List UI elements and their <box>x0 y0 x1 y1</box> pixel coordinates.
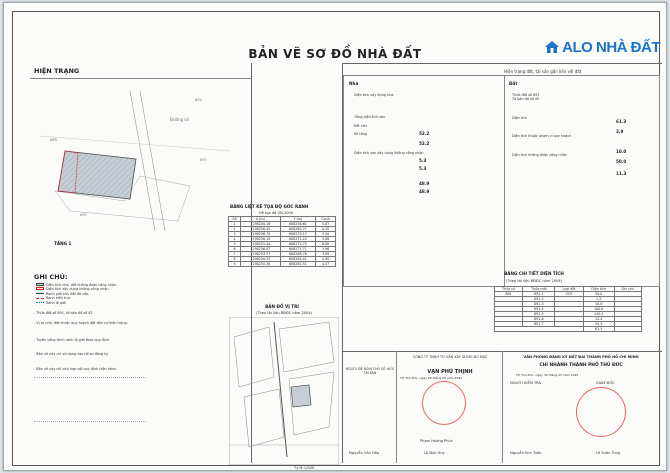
office-stamp <box>576 387 626 437</box>
area-col-header: Ghi chú <box>614 287 641 292</box>
sig3-subheading: CHI NHÁNH THÀNH PHỐ THỦ ĐỨC <box>539 363 623 368</box>
location-map-subtitle: (Theo tài liệu BĐĐC năm 2004) <box>255 311 313 315</box>
land-value: 11.3 <box>616 171 627 176</box>
sig2-role: Lộ Đức Huy <box>424 451 445 455</box>
area-cell: 145.2 <box>583 312 614 317</box>
sig3-heading: VĂN PHÒNG ĐĂNG KÝ ĐẤT ĐAI THÀNH PHỐ HỒ CHÍ MINH <box>523 355 639 359</box>
area-cell: 891-3 <box>523 302 555 307</box>
location-map-title: BẢN ĐỒ VỊ TRÍ <box>265 304 299 309</box>
right-header: Hiện trạng đất, tài sản gắn liền với đất <box>504 69 582 74</box>
land-line: Thửa đất số 891 <box>512 93 540 97</box>
svg-text:888: 888 <box>50 138 57 142</box>
house-value: 52.2 <box>419 141 430 146</box>
coord-cell: 1198255.36 <box>241 262 280 267</box>
land-value: 61.3 <box>616 119 627 124</box>
note-item: - Bản vẽ này chỉ phù hợp với quy định hiện hành. <box>34 366 118 371</box>
coord-cell: 608272.75 <box>280 242 316 247</box>
house-line: Kết cấu <box>354 123 367 128</box>
house-line: Diện tích xây dựng nhà <box>354 93 394 97</box>
location-map-drawing <box>229 317 339 465</box>
coord-cell: 4.90 <box>316 257 336 262</box>
coord-table-subtitle: Hệ tọa độ VN-2000 <box>258 211 294 215</box>
area-col-header: Loại đất <box>555 287 583 292</box>
coord-cell: 6 <box>229 247 241 252</box>
notes-body <box>34 377 146 422</box>
sig3-name1: Nguyễn Kim Tuấn <box>510 451 542 455</box>
sig2-heading: CÔNG TY TNHH TƯ VẤN XÂY DỰNG ĐO ĐẠC <box>412 355 488 359</box>
svg-text:893: 893 <box>200 158 207 162</box>
coord-table-title: BẢNG LIỆT KÊ TỌA ĐỘ GÓC RANH <box>230 204 309 209</box>
coord-cell: 3.99 <box>316 252 336 257</box>
coord-cell: 8 <box>229 257 241 262</box>
coord-cell: 1198250.33 <box>241 257 280 262</box>
area-cell: 34.3 <box>583 322 614 327</box>
company-stamp <box>422 381 466 425</box>
area-cell: ODT <box>555 292 583 297</box>
sig3-date: TP. Thủ Đức, ngày 30 tháng 05 năm 2025 <box>516 373 579 377</box>
area-col-header: Thửa mới <box>523 287 555 292</box>
area-cell: 100.0 <box>583 307 614 312</box>
area-total: 61.3 <box>583 327 614 332</box>
svg-text:Đường số: Đường số <box>170 117 189 122</box>
coord-cell: 1198253.77 <box>241 252 280 257</box>
document-sheet <box>3 2 667 471</box>
page-title: BẢN VẼ SƠ ĐỒ NHÀ ĐẤT <box>248 47 422 61</box>
legend-item: Ranh giới khu đất đã cấp. <box>36 292 146 296</box>
house-value: 5.3 <box>419 158 427 163</box>
coord-cell: 608271.71 <box>280 247 316 252</box>
area-col-header: Thửa cũ <box>495 287 523 292</box>
note-item: - Tuyến công trình ranh lộ giới theo quy định. <box>34 337 111 342</box>
coord-cell: 1198250.18 <box>241 222 280 227</box>
legend-item: Ranh lộ giới <box>36 301 146 305</box>
note-item: - Bản vẽ này chỉ sử dụng vào hồ sơ đăng ký. <box>34 352 109 357</box>
coord-col-header: Số <box>229 217 241 222</box>
sig1-name: Nguyễn Văn Hảo <box>349 451 380 455</box>
land-line: Diện tích không được công nhận <box>512 152 567 157</box>
sig1-heading: NGƯỜI ĐÈ NGHỊ CHỦ SỞ HỮU TÀI SẢN <box>345 367 395 375</box>
coord-col-header: Cạnh <box>316 217 336 222</box>
coord-cell: 608265.42 <box>280 257 316 262</box>
coord-cell: 1198256.10 <box>241 237 280 242</box>
legend-item: Ranh kiến trúc <box>36 296 146 300</box>
coord-col-header: X (m) <box>241 217 280 222</box>
coord-row <box>229 262 336 267</box>
sig3-role1: NGƯỜI KIỂM TRA <box>510 381 541 385</box>
area-cell: 891-7 <box>523 322 555 327</box>
svg-text:892: 892 <box>195 98 202 102</box>
coord-cell: 9 <box>229 262 241 267</box>
area-table <box>494 286 642 332</box>
house-value: 48.9 <box>419 189 430 194</box>
coord-cell: 5 <box>229 242 241 247</box>
notes-title: GHI CHÚ: <box>34 273 68 281</box>
area-cell: 12.4 <box>583 317 614 322</box>
area-cell: 891-5 <box>523 312 555 317</box>
legend-item: Diện tích nhà, đất không được công nhận. <box>36 283 146 287</box>
coord-cell: 608271.24 <box>280 237 316 242</box>
area-cell: 10.0 <box>583 302 614 307</box>
coord-cell: 1198256.07 <box>241 247 280 252</box>
coord-cell: 1198256.42 <box>241 227 280 232</box>
land-line: Tờ bản đồ số 45 <box>512 97 540 102</box>
house-line: Diện tích sàn xây dựng không công nhận <box>354 150 424 155</box>
house-line: Số tầng <box>354 132 368 137</box>
coord-col-header: Y (m) <box>280 217 316 222</box>
coord-cell: 608268.76 <box>280 252 316 257</box>
coord-cell: 1198251.44 <box>241 242 280 247</box>
land-value: 50.0 <box>616 159 627 164</box>
section-current-state: HIỆN TRẠNG <box>34 67 80 75</box>
note-item: - Vị trí nhà, đất thuộc quy hoạch đất dân cư hiện trạng. <box>34 321 128 326</box>
coord-cell: 3.20 <box>316 232 336 237</box>
coord-cell: 4 <box>229 237 241 242</box>
house-line: Tổng diện tích sàn <box>354 115 386 120</box>
area-col-header: Diện tích <box>583 287 614 292</box>
area-cell: 891-6 <box>523 317 555 322</box>
area-cell: 891-2 <box>523 297 555 302</box>
legend-item: Diện tích xây dựng không công nhận. <box>36 287 146 291</box>
svg-text:890: 890 <box>80 213 87 217</box>
land-line: Diện tích <box>512 115 528 120</box>
sig2-name: Phạm Hoàng Phúc <box>420 439 453 443</box>
land-line: Diện tích thuộc phạm vi quy hoạch <box>512 134 572 139</box>
coord-cell: 8.00 <box>316 242 336 247</box>
area-cell: 891-4 <box>523 307 555 312</box>
land-value: 10.0 <box>616 149 627 154</box>
area-table-title: BẢNG CHI TIẾT DIỆN TÍCH <box>504 271 564 276</box>
land-section-label: Đất <box>509 81 518 86</box>
house-value: 52.2 <box>419 131 430 136</box>
house-value: 48.9 <box>419 181 430 186</box>
coord-cell: 608261.51 <box>280 262 316 267</box>
legend-list <box>36 283 146 305</box>
notes-list <box>34 311 146 422</box>
floor-label: TẦNG 1 <box>54 241 72 246</box>
land-value: 3.9 <box>616 129 624 134</box>
area-cell: 891-1 <box>523 292 555 297</box>
coord-cell: 3.96 <box>316 247 336 252</box>
sig3-role2: GIÁM ĐỐC <box>596 381 615 385</box>
land-info <box>512 93 612 157</box>
area-table-subtitle: (Theo tài liệu BĐĐC năm 2004) <box>505 279 563 283</box>
house-value: 5.3 <box>419 166 427 171</box>
coord-cell: 608256.61 <box>280 222 316 227</box>
area-cell: 1.2 <box>583 297 614 302</box>
coord-table <box>228 216 336 267</box>
coord-cell: 7 <box>229 252 241 257</box>
coord-cell: 3 <box>229 232 241 237</box>
coord-cell: 1 <box>229 222 241 227</box>
note-item: - Thửa đất số 891, tờ bản đồ số 45 <box>34 311 93 315</box>
sig2-company: VẠN PHÚ THỊNH <box>427 369 473 375</box>
area-cell: 50.0 <box>583 292 614 297</box>
sig3-name2: Lê Xuân Tùng <box>596 451 621 455</box>
coord-cell: 2 <box>229 227 241 232</box>
coord-cell: 608265.27 <box>280 227 316 232</box>
watermark-text: ALO NHÀ ĐẤT <box>562 39 660 56</box>
floor-plan-drawing <box>30 81 250 246</box>
coord-cell: 4.47 <box>316 262 336 267</box>
area-cell: 891 <box>495 292 523 297</box>
coord-cell: 608270.17 <box>280 232 316 237</box>
coord-cell: 1198256.70 <box>241 232 280 237</box>
house-section-label: Nhà <box>349 81 359 86</box>
location-map-scale: Tỷ lệ 1/500 <box>294 466 315 470</box>
coord-cell: 5.06 <box>316 237 336 242</box>
coord-cell: 5.87 <box>316 222 336 227</box>
coord-cell: 0.20 <box>316 227 336 232</box>
sig2-date: TP. Thủ Đức, ngày 28 tháng 05 năm 2025 <box>400 376 463 380</box>
